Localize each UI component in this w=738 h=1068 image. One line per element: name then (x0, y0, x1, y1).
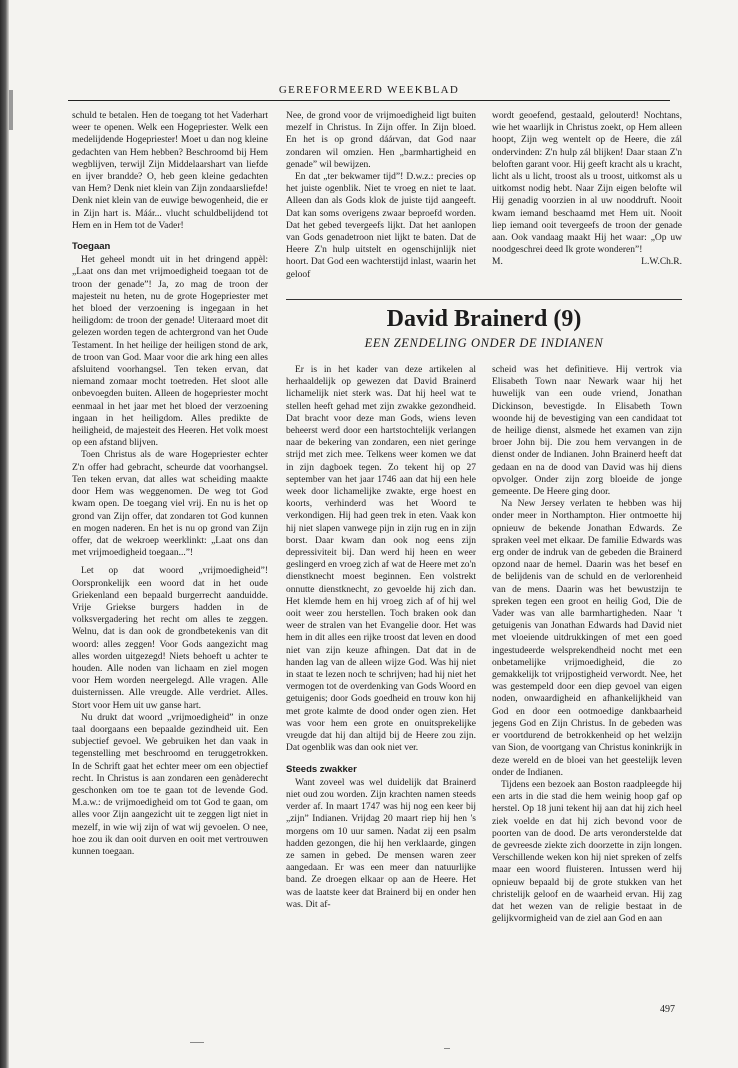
paragraph: Nee, de grond voor de vrijmoedigheid ligt buiten mezelf in Christus. In Zijn offer. In Zijn bloed. En het is op grond dáárvan, dat God naar zondaren wil omzien. Hen „barmhartigheid en genade” wil bewijzen. (286, 111, 476, 170)
column-4 (286, 364, 476, 911)
author-signature: L.W.Ch.R. (641, 257, 682, 268)
paragraph: scheid was het definitieve. Hij vertrok via Elisabeth Town naar Newark waar hij het huwelijk van een oude vriend, Jonathan Dickinson, bevestigde. In Elisabeth Town woonde hij de bevestiging van een candidaat tot de heilige dienst, alsmede het examen van zijn broer John bij. Die zou hem vervangen in de dienst onder de Indianen. John Brainerd heeft dat gedaan en na de dood van David was hij diens opvolger. Onder zijn zorg bloeide de jonge gemeente. De Heere ging door. (492, 365, 682, 498)
paragraph: En dat „ter bekwamer tijd”! D.w.z.: precies op het juiste ogenblik. Niet te vroeg en niet te laat. Alleen dan als Gods klok de juiste tijd aangeeft. Dat kan soms overigens zwaar beproefd worden. Dat het gebed tevergeefs lijkt. Dat het aanlopen van Gods genadetroon niet lijkt te baten. Dat de Heere Z'n hulp uitstelt en ogenschijnlijk niet hoort. Dat God een wachterstijd inlast, waarin het geloof (286, 172, 476, 280)
scan-speck (190, 1042, 204, 1043)
paragraph: wordt geoefend, gestaald, gelouterd! Nochtans, wie het waarlijk in Christus zoekt, op Hem alleen hoopt, Zijn weg wentelt op de Heere, die zál ondervinden: Z'n hulp zál blijken! Daar staan Z'n beloften garant voor. Hij geeft kracht als u kracht, licht als u licht, troost als u troost, uitkomst als u uitkomst nodig hebt. Naar Zijn eigen belofte wil Hij genadig voorzien in al uw nooddruft. Nooit kwam iemand beschaamd met Hem uit. Nooit liep iemand ooit tevergeefs de troon der genade aan. Ook vandaag maakt Hij het waar: „Op uw noodgeschrei deed Ik grote wonderen”! (492, 111, 682, 256)
header-rule (68, 100, 670, 101)
paragraph: Het geheel mondt uit in het dringend appèl: „Laat ons dan met vrijmoedigheid toegaan tot de troon der genade”! Ja, zo mag de troon der majesteit nu heten, nu de grote Hogepriester met het bloed der verzoening is ingegaan in het heiligdom: de troon der genade! Uiteraard moet dit gelezen worden tegen de achtergrond van het Oude Testament. In het heilige der heiligen stond de ark, de troon van God. Maar voor die ark hing een alles afsluitend voorhangsel. Ten teken ervan, dat niemand zomaar mocht toetreden. Het sloot alle onbevoegden buiten. Alleen de hogepriester mocht eenmaal in het jaar met het bloed der verzoening ingaan in het heiligdom. Alles predikte de heiligheid, de majesteit des Heeren. Het volk moest op een afstand blijven. (72, 255, 269, 449)
column-5 (492, 364, 682, 925)
paragraph: Tijdens een bezoek aan Boston raadpleegde hij een arts in die stad die hem weinig hoop gaf op herstel. Op 18 juni tekent hij aan dat hij zich heel ziek voelde en dat hij zich bevond voor de poorten van de dood. De arts veronderstelde dat de gevreesde ziekte zich doorzette in zijn longen. Verschillende weken kon hij niet spreken of zelfs maar een woord fluisteren. Intussen werd hij opnieuw bepaald bij de grote stukken van het christelijk geloof en de waarheid ervan. Hij zag dat het wezen van de religie bestaat in de gelijkvormigheid van de ziel aan God en aan (492, 779, 682, 925)
page-number: 497 (660, 1004, 675, 1015)
paragraph: Na New Jersey verlaten te hebben was hij onder meer in Northampton. Hier ontmoette hij opnieuw de bekende Jonathan Edwards. Ze spraken veel met elkaar. De familie Edwards was erg onder de indruk van de gebeden die Brainerd opzond naar de hemel. Daarin was het besef en de belijdenis van de schuld en de verlorenheid van de mens. Daarin was het bewustzijn te spreken tegen een groot en heilig God, Die de Vader was van alle barmhartigheden. Naar 't getuigenis van Jonathan Edwards had David niet met vloeiende uitdrukkingen of met een goed ingestudeerde welsprekendheid nocht met een onbetamelijke vrijmoedigheid, die zo gemakkelijk tot vrijpostigheid verwordt. Nee, het was gestempeld door een diep gevoel van eigen noden, onwaardigheid en afhankelijkheid van God en door een ootmoedige dankbaarheid jegens God en Zijn Christus. In de gebeden was er voortdurend de betrokkenheid op het welzijn van Sion, de voortgang van Christus koninkrijk in deze wereld en de bloei van het geestelijk leven onder de Indianen. (492, 499, 682, 778)
column-3 (492, 110, 682, 269)
signature-line (492, 256, 682, 268)
article-divider (286, 299, 682, 300)
scan-edge (0, 0, 9, 1068)
section-heading-steeds-zwakker: Steeds zwakker (286, 763, 357, 775)
signature-initial: M. (492, 257, 503, 268)
paragraph: Toen Christus als de ware Hogepriester echter Z'n offer had gebracht, scheurde dat voorhangsel. Ten teken ervan, dat alles wat scheiding maakte door Hem was weggenomen. De weg tot God kwam open. De toegang viel vrij. En nu is het op grond van Zijn offer, dat zondaren tot God kunnen en mogen naderen. En het is nu op grond van Zijn offer, dat de wekroep weerklinkt: „Laat ons dan met vrijmoedigheid toegaan...”! (72, 450, 268, 559)
section-heading-toegaan: Toegaan (72, 241, 111, 253)
page-header-title: GEREFORMEERD WEEKBLAD (278, 84, 460, 96)
paragraph: Let op dat woord „vrijmoedigheid”! Oorspronkelijk een woord dat in het oude Griekenland een bepaald burgerrecht aanduidde. Vrije Griekse burgers hadden in de volksvergadering het recht om alles te zeggen. Welnu, dat is dan ook de grondbetekenis van dit woord: alles zeggen! Voor Gods aangezicht mag alles worden uitgezegd! Niets behoeft u achter te houden. Alle noden van lichaam en ziel mogen voor Hem worden neergelegd. Alle vragen. Alle duisternissen. Alle vreugde. Alle verdriet. Alles. Stort voor Hem uit uw ganse hart. (72, 566, 268, 711)
scan-mark (9, 90, 13, 130)
scan-speck (444, 1048, 450, 1049)
article-subtitle: EEN ZENDELING ONDER DE INDIANEN (364, 336, 604, 350)
article-title: David Brainerd (9) (386, 306, 582, 332)
paragraph: Er is in het kader van deze artikelen al herhaaldelijk op gewezen dat David Brainerd lichamelijk niet sterk was. Dat hij heel wat te stellen heeft gehad met zijn zwakke gezondheid. Dat bracht voor deze man Gods, wiens leven beheerst werd door een hartstochtelijk verlangen naar de bekering van zondaren, een niet geringe strijd met zich mee. Telkens weer komen we dat in zijn dagboek tegen. Zo tekent hij op 27 september van het jaar 1746 aan dat hij een hele week door lichamelijke zwakte, erge hoest en koorts, verhinderd was het Woord te verkondigen. Hij had geen trek in eten. Vaak kon hij niet slapen vanwege pijn in zijn rug en in zijn borst. Daar kwam dan ook nog eens zijn depressiviteit bij. Dan werd hij heen en weer geslingerd en vroeg zich af wat de Heere met zo'n dienstknecht moest beginnen. Een volstrekt onnutte dienstknecht, zo gevoelde hij zich dan. Het klemde hem en hij vroeg zich af of hij wel ooit weer zou herstellen. Toch braken ook dan weer de stralen van het Evangelie door. Het was hem in dit alles een rijke troost dat leven en dood niet van zijn keuze afhingen. Dat dat in de handen lag van de alleen wijze God. Was hij niet in staat te lezen noch te schrijven; had hij niet het vermogen tot de overdenking van Gods Woord en getuigenis; door Gods goedheid en trouw kon hij met grote kalmte de dood onder ogen zien. Het was voor hem een grote en onuitsprekelijke vreugde dat hij dan altijd bij de Heere zou zijn. Dat ogenblik was dan ook niet ver. (286, 365, 476, 754)
paragraph: Nu drukt dat woord „vrijmoedigheid” in onze taal doorgaans een bepaalde gezindheid uit. Een subjectief gevoel. We gebruiken het dan vaak in tegenstelling met beschroomd en teruggetrokken. In de Schrift gaat het echter meer om een objectief recht. In Christus is aan zondaren een genàderecht geschonken om toe te gaan tot de levende God. M.a.w.: de vrijmoedigheid om tot God te gaan, om alles voor Zijn aangezicht uit te zeggen ligt niet in mezelf, in wie wij zijn of wat wij gevoelen. O nee, hoe zou ik dan ooit durven en ooit met vertrouwen kunnen toegaan. (72, 712, 268, 857)
column-2 (286, 110, 476, 281)
paragraph: Want zoveel was wel duidelijk dat Brainerd niet oud zou worden. Zijn krachten namen steeds verder af. In maart 1747 was hij nog een keer bij „zijn” Indianen. Vrijdag 20 maart riep hij hen 's morgens om 10 uur samen. Nadat zij een psalm hadden gezongen, die hij hen verklaarde, gingen ze samen in gebed. De mensen waren zeer aangedaan. Er was een meer dan natuurlijke band. Ze droegen elkaar op aan de Heere. Het was de laatste keer dat Brainerd bij en onder hen was. Dit af- (286, 777, 476, 910)
paragraph: schuld te betalen. Hen de toegang tot het Vaderhart weer te openen. Welk een Hogepriester. Welk een medelijdende Hogepriester! Moet u dan nog kleine gedachten van Hem hebben? Beschroomd bij Hem wegblijven, terwijl Zijn Middelaarshart van liefde en ijver brandde? O, heb geen kleine gedachten van Hem? Denk niet klein van Zijn zondaarsliefde! Denk niet klein van de euwige bewogenheid, die er in Zijn hart is. Máár... vlucht schuldbelijdend tot Hem en in Hem tot de Vader! (72, 111, 268, 231)
column-1 (72, 110, 268, 858)
